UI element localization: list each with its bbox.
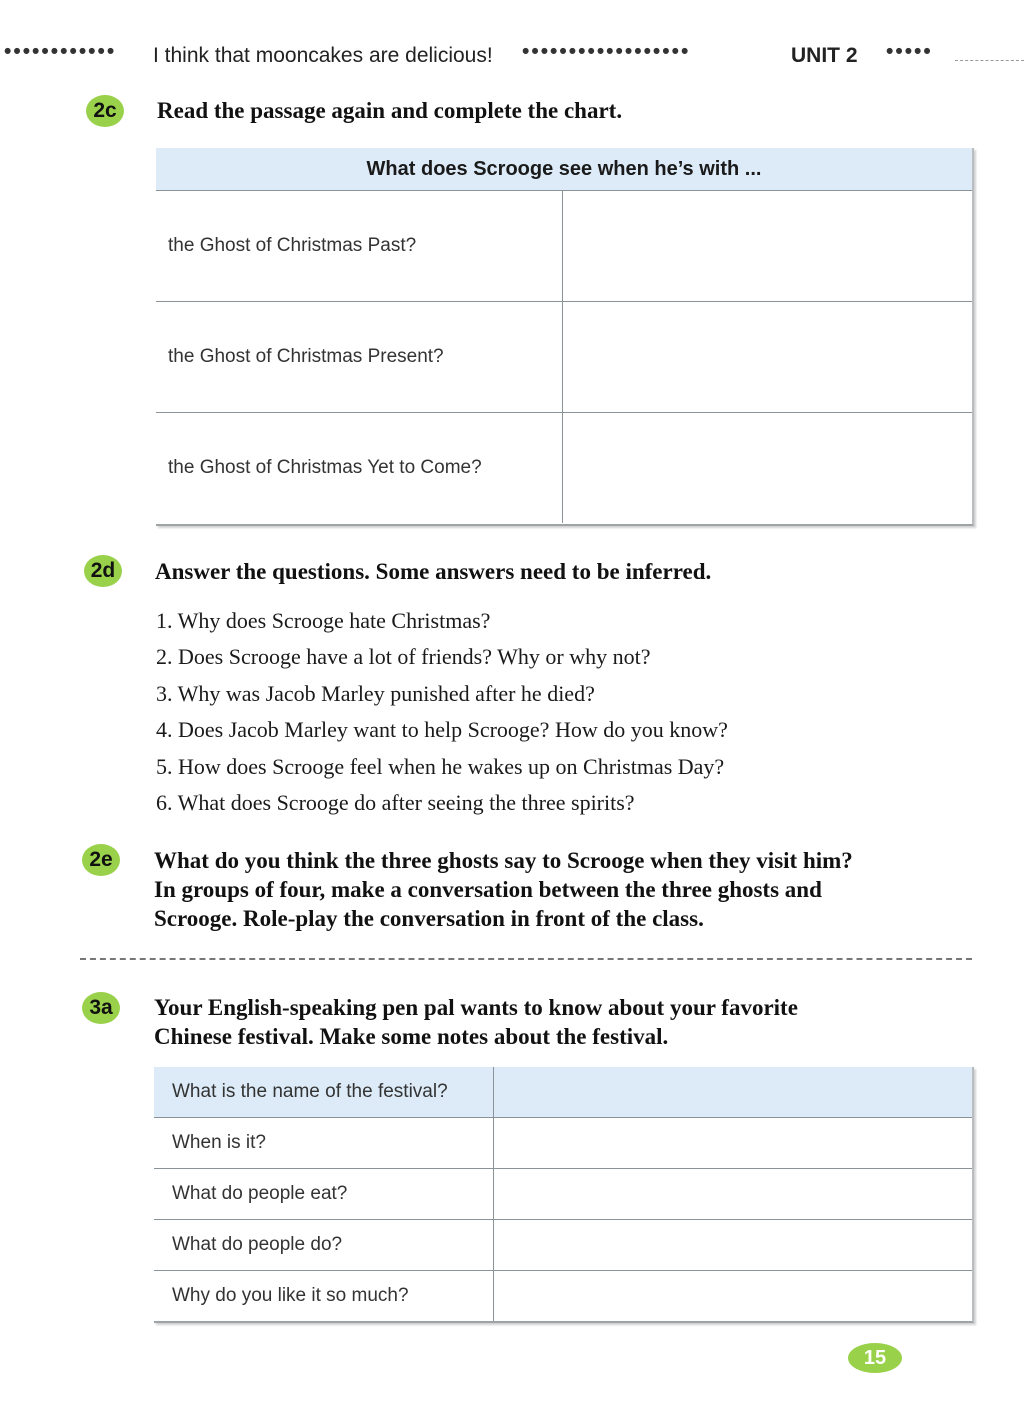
chart-3a-row [154,1220,972,1271]
chart-2c-header: What does Scrooge see when he’s with ... [156,148,972,191]
question-item: 4. Does Jacob Marley want to help Scrooge? How do you know? [156,717,728,743]
chart-3a-row-label: What is the name of the festival? [154,1067,494,1117]
header-title: I think that mooncakes are delicious! [153,44,493,67]
chart-3a [154,1067,974,1323]
chart-2c-row [156,191,972,302]
question-item: 3. Why was Jacob Marley punished after he died? [156,680,595,706]
badge-2e: 2e [82,844,120,876]
running-header [0,40,1024,74]
header-dots-middle: •••••••••••••••••• [522,40,691,63]
question-item: 5. How does Scrooge feel when he wakes up on Christmas Day? [156,753,725,779]
instruction-2e-line: In groups of four, make a conversation between the three ghosts and [154,877,822,902]
chart-3a-answer-cell[interactable] [494,1067,972,1117]
chart-3a-row [154,1118,972,1169]
instruction-2e [154,846,853,933]
instruction-2e-line: Scrooge. Role-play the conversation in front of the class. [154,906,704,931]
chart-3a-answer-cell[interactable] [494,1220,972,1270]
question-item: 6. What does Scrooge do after seeing the three spirits? [156,789,635,815]
chart-3a-row-label: What do people eat? [154,1169,494,1219]
question-item: 1. Why does Scrooge hate Christmas? [156,608,491,633]
badge-2c: 2c [86,95,124,127]
chart-3a-row [154,1169,972,1220]
chart-2c-row-label: the Ghost of Christmas Past? [156,191,563,301]
chart-2c-answer-cell[interactable] [563,413,972,523]
instruction-3a-line: Chinese festival. Make some notes about the festival. [154,1024,669,1049]
chart-3a-row [154,1271,972,1321]
chart-3a-answer-cell[interactable] [494,1271,972,1321]
page-number: 15 [848,1343,902,1373]
header-unit: UNIT 2 [791,44,858,67]
chart-2c-row-label: the Ghost of Christmas Present? [156,302,563,412]
chart-3a-answer-cell[interactable] [494,1169,972,1219]
chart-3a-row-label: Why do you like it so much? [154,1271,494,1321]
instruction-2c: Read the passage again and complete the chart. [157,98,623,123]
chart-2c-row [156,413,972,523]
instruction-2e-line: What do you think the three ghosts say to Scrooge when they visit him? [154,848,853,873]
chart-3a-answer-cell[interactable] [494,1118,972,1168]
badge-3a: 3a [82,992,120,1024]
chart-3a-row-label: When is it? [154,1118,494,1168]
badge-2d: 2d [84,555,122,587]
question-list [156,603,728,821]
instruction-3a-line: Your English-speaking pen pal wants to know about your favorite [154,995,798,1020]
chart-2c [156,148,974,526]
header-dash-line [955,60,1024,61]
section-divider [80,958,972,960]
chart-2c-row [156,302,972,413]
header-dots-right: ••••• [886,40,933,63]
question-item: 2. Does Scrooge have a lot of friends? Why or why not? [156,644,651,670]
chart-2c-answer-cell[interactable] [563,191,972,301]
chart-3a-row [154,1067,972,1118]
chart-3a-row-label: What do people do? [154,1220,494,1270]
header-dots-left: •••••••••••• [4,40,117,63]
chart-2c-row-label: the Ghost of Christmas Yet to Come? [156,413,563,523]
instruction-2d: Answer the questions. Some answers need to be inferred. [155,559,712,584]
instruction-3a [154,993,798,1051]
chart-2c-answer-cell[interactable] [563,302,972,412]
